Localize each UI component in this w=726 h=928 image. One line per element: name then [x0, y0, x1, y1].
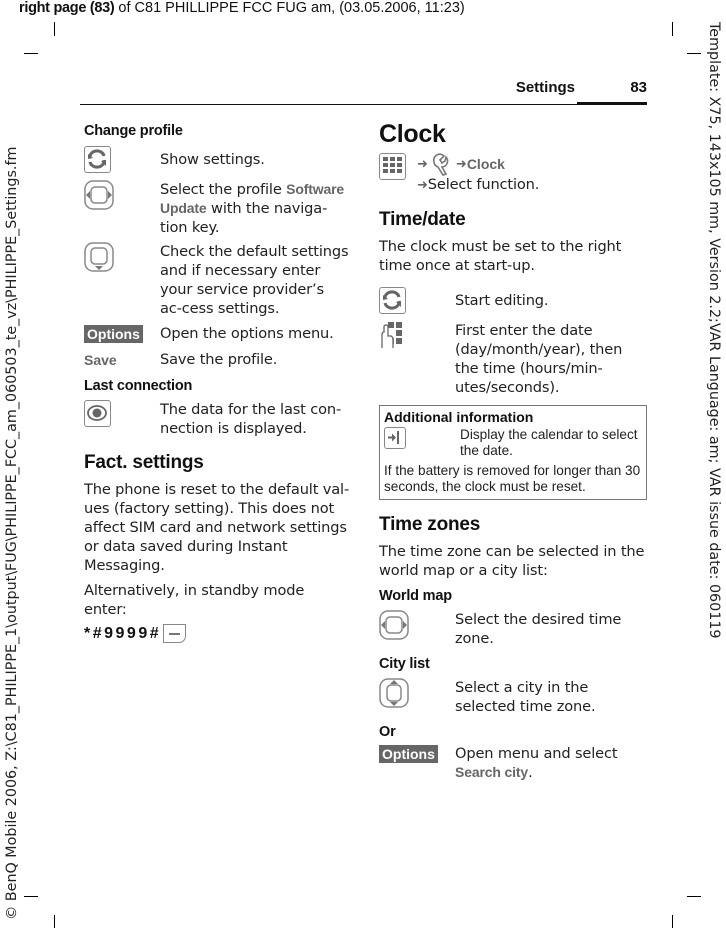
keypad-hand-icon [379, 321, 409, 351]
step-text: Select a city in the selected time zone. [455, 679, 596, 715]
options-softkey[interactable]: Options [84, 325, 143, 343]
slug-page-ref: right page (83) [19, 0, 115, 16]
city-list-heading: City list [379, 656, 430, 672]
clock-heading: Clock [379, 120, 446, 148]
additional-information-box [379, 405, 647, 500]
nav-key-down-icon [84, 242, 114, 272]
step-start-editing [379, 287, 647, 315]
page-number: 83 [630, 79, 647, 96]
last-connection-heading: Last connection [84, 378, 193, 394]
section-title: Settings [515, 79, 575, 96]
step-options [84, 324, 350, 344]
options-softkey[interactable]: Options [379, 745, 438, 763]
change-profile-heading: Change profile [84, 123, 183, 139]
menu-item-clock: Clock [466, 156, 505, 172]
settings-wrench-icon [430, 152, 454, 176]
step-save [84, 350, 350, 370]
time-date-description: The clock must be set to the right time once at start-up. [379, 238, 622, 274]
crop-mark [24, 53, 38, 54]
arrow-icon: ➜ [417, 156, 428, 172]
crop-mark [687, 896, 701, 897]
view-eye-icon [84, 400, 111, 427]
crop-mark [54, 915, 55, 928]
step-text: Select the desired time zone. [455, 611, 622, 647]
select-function: ➜Select function. [417, 176, 540, 193]
info-note: If the battery is removed for longer than 30 seconds, the clock must be reset. [384, 463, 641, 494]
clock-menu-path [379, 153, 647, 195]
step-world-map [379, 610, 647, 648]
right-column [379, 115, 647, 782]
crop-mark [672, 915, 673, 928]
nav-key-left-right-icon [379, 610, 409, 640]
side-copyright-path: © BenQ Mobile 2006, Z:\C81_PHILIPPE_1\output\FUG\PHILIPPE_FCC_am_060503_te_vz\PHILIPPE_Settings.fm [4, 146, 20, 920]
step-text: Show settings. [160, 151, 265, 168]
step-text: Start editing. [455, 292, 549, 309]
world-map-heading: World map [379, 588, 452, 604]
step-text: Check the default settings and if necessary enter your service provider’s ac-cess settings. [160, 243, 349, 317]
calendar-enter-icon [384, 427, 406, 449]
step-text: The data for the last con-nection is displayed. [160, 401, 342, 437]
fact-settings-description: The phone is reset to the default val-ues (factory setting). This does not affect SIM card and network settings or data saved during Instant Messaging. [84, 481, 350, 574]
step-search-city [379, 744, 647, 782]
step-text: Select the profile Software Update with the naviga-tion key. [160, 181, 345, 236]
document-slug [19, 0, 465, 16]
menu-grid-icon [379, 153, 406, 180]
crop-mark [687, 53, 701, 54]
left-column [84, 115, 350, 643]
step-show-settings [84, 146, 350, 174]
crop-mark [672, 22, 673, 36]
step-city-list [379, 678, 647, 716]
menu-item-software-update: Software Update [160, 181, 345, 216]
refresh-key-icon [84, 146, 111, 173]
running-header [80, 78, 647, 105]
reset-code [84, 624, 186, 643]
step-text: Save the profile. [160, 351, 278, 368]
arrow-icon: ➜ [455, 156, 467, 172]
crop-mark [24, 896, 38, 897]
or-heading: Or [379, 724, 396, 740]
header-rule [80, 104, 647, 105]
reset-code-digits: *#9999# [84, 624, 162, 642]
time-zones-heading: Time zones [379, 514, 481, 535]
fact-settings-alternative: Alternatively, in standby mode enter: [84, 582, 305, 618]
slug-file-info: of C81 PHILLIPPE FCC FUG am, (03.05.2006, 11:23) [114, 0, 465, 16]
side-template-info: Template: X75, 143x105 mm, Version 2.2;VAR Language: am; VAR issue date: 060119 [706, 22, 722, 639]
info-text: Display the calendar to select the date. [460, 427, 638, 458]
fact-settings-heading: Fact. settings [84, 452, 204, 473]
end-key-icon [163, 624, 186, 643]
menu-item-search-city: Search city [455, 764, 529, 780]
step-text: First enter the date (day/month/year), then the time (hours/min-utes/seconds). [455, 322, 623, 396]
nav-key-up-down-icon [379, 678, 409, 708]
step-check-defaults [84, 242, 350, 318]
step-enter-date [379, 321, 647, 397]
step-last-connection [84, 400, 350, 438]
nav-key-left-right-icon [84, 180, 114, 210]
refresh-key-icon [379, 287, 406, 314]
info-title: Additional information [384, 409, 534, 425]
time-date-heading: Time/date [379, 209, 466, 230]
save-softkey[interactable]: Save [84, 352, 117, 368]
step-select-profile [84, 180, 350, 237]
crop-mark [54, 22, 55, 36]
step-text: Open the options menu. [160, 325, 334, 342]
time-zones-description: The time zone can be selected in the world map or a city list: [379, 543, 645, 579]
step-text: Open menu and select Search city. [455, 745, 618, 781]
header-rule-accent [577, 102, 647, 105]
